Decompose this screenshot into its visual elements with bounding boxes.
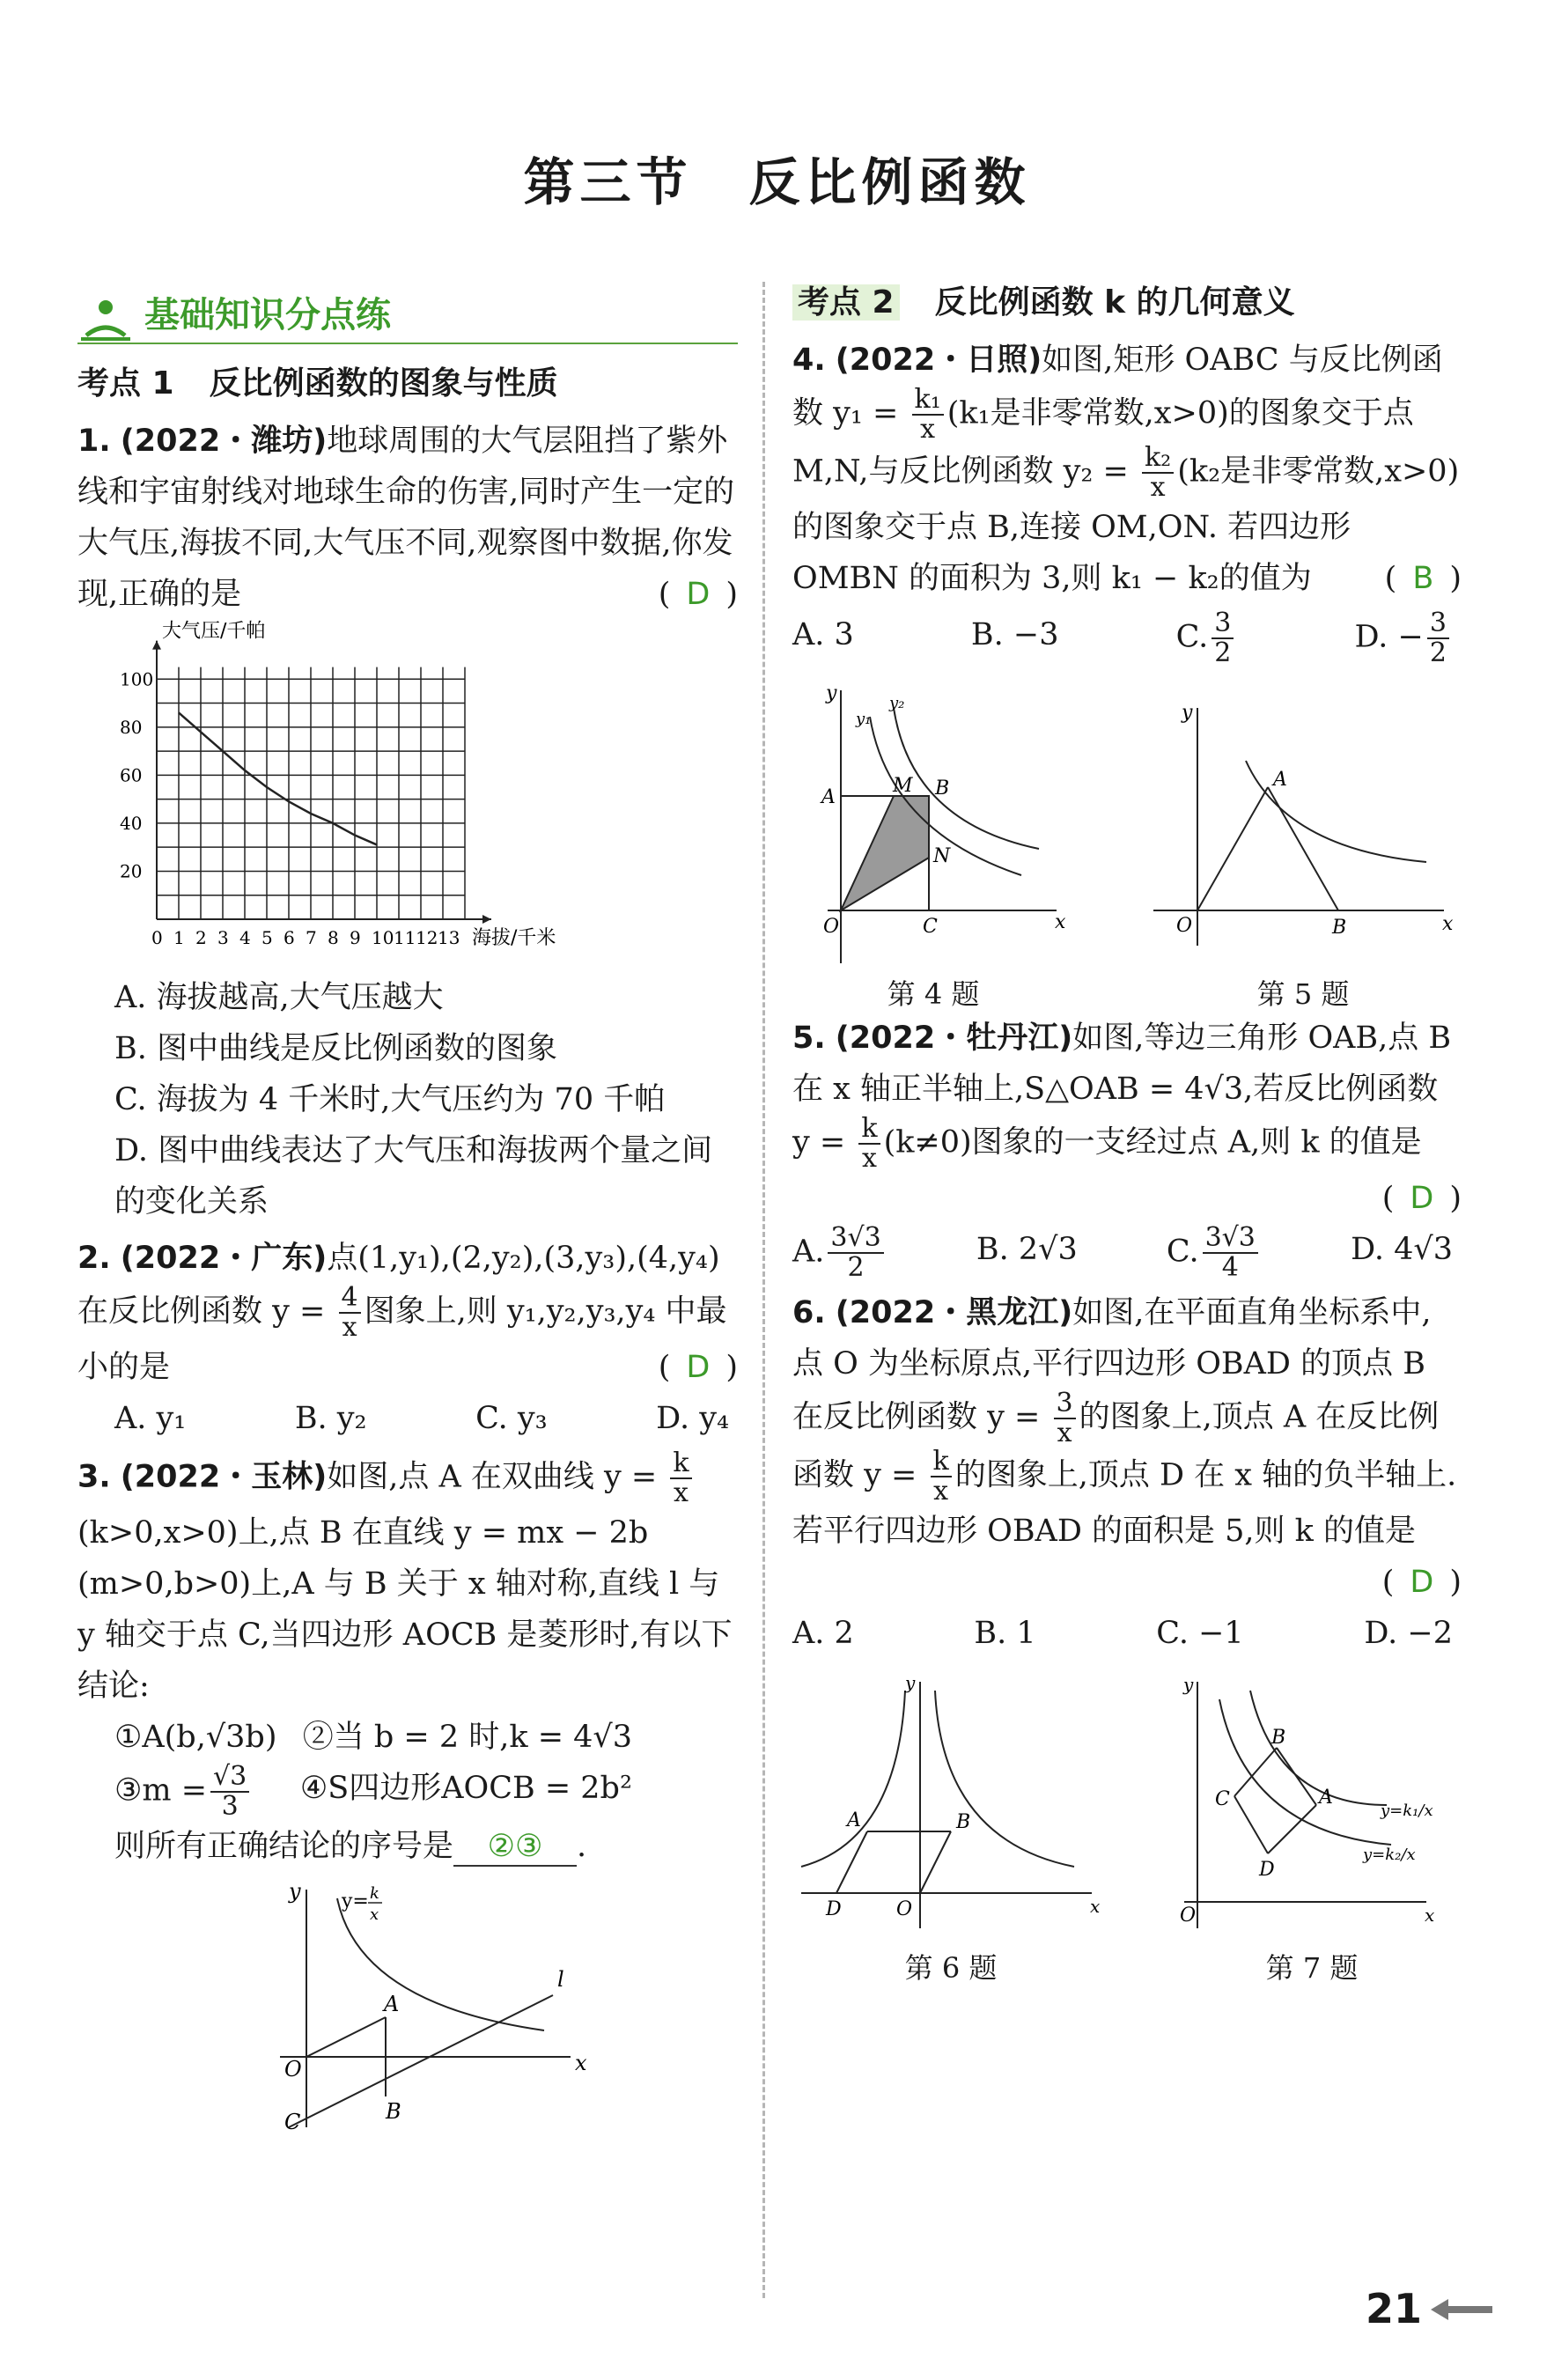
svg-text:A: A [384,1992,400,2016]
x-tick-label: 4 [239,927,251,948]
series-line [179,712,377,844]
svg-text:x: x [1425,1905,1435,1926]
answer: D [686,577,711,612]
x-tick-label: 8 [328,927,339,948]
svg-text:y=k₂/x: y=k₂/x [1363,1846,1416,1864]
conclusion-4: ④S四边形AOCB = 2b² [299,1771,632,1806]
option-d: D. −2 [1364,1616,1453,1651]
svg-text:D: D [826,1898,842,1920]
x-tick-label: 7 [306,927,317,948]
svg-text:O: O [1180,1905,1197,1927]
x-axis-label: 海拔/千米 [472,927,556,949]
answer-bracket: ( D ) [658,1350,738,1385]
svg-text:O: O [896,1898,913,1920]
options [792,1608,1462,1659]
options [77,972,738,1227]
svg-text:x: x [370,1905,379,1924]
conclusions-row-2 [77,1763,738,1821]
option-c: C. $\frac{3}{2}$ [1176,609,1238,667]
y-tick-label: 20 [120,860,143,882]
svg-text:x: x [1055,911,1066,933]
column-divider [762,282,765,2298]
option-b: B. 图中曲线是反比例函数的图象 [114,1031,557,1066]
figure-q7 [1162,1664,1462,1946]
option-a: A. 2 [792,1616,854,1651]
conclusion-2: ②当 b = 2 时,k = 4√3 [302,1720,632,1755]
y-axis-arrow [152,641,161,650]
svg-text:x: x [575,2051,587,2075]
svg-text:N: N [933,845,951,867]
figure-q4 [792,673,1074,972]
option-c: C. $\frac{3√3}{4}$ [1167,1224,1262,1282]
option-c: C. y₃ [475,1401,548,1436]
svg-text:A: A [1319,1787,1333,1809]
svg-text:l: l [557,1967,564,1992]
fraction: $\frac{k}{x}$ [670,1449,691,1507]
svg-text:O: O [823,916,840,938]
option-a: A. 3 [792,617,854,652]
x-tick-label: 3 [217,927,229,948]
figure-caption: 第 6 题 [904,1951,998,1985]
option-a: A. y₁ [114,1401,187,1436]
option-c: C. 海拔为 4 千米时,大气压约为 70 千帕 [114,1082,666,1117]
x-tick-label: 2 [195,927,207,948]
option-b: B. −3 [970,617,1059,652]
left-column [77,277,738,2141]
page-number: 21 [1365,2285,1422,2332]
svg-text:y: y [1182,702,1193,724]
y-axis-label: 大气压/千帕 [162,620,266,643]
svg-text:A: A [821,786,836,808]
svg-text:y: y [826,682,837,704]
question-5: 5. (2022・牡丹江)如图,等边三角形 OAB,点 B 在 x 轴正半轴上,S△OAB = 4√3,若反比例函数 y = $\frac{k}{x}$ (k≠0)图象的一支经过点 A,则 k 的值是 ( D ) A. $\frac{3√3}{2}$ B. 2√3 C. $\frac{3√3}{4}$ D. 4√3 [792,1021,1462,1283]
svg-text:y: y [905,1672,916,1693]
knowledge-point-2: 考点 2 反比例函数 k 的几何意义 [792,277,1462,322]
answer-bracket: ( B ) [1384,561,1462,596]
svg-text:O: O [1176,915,1193,937]
x-tick-label: 5 [261,927,273,948]
figure-caption: 第 7 题 [1265,1951,1359,1985]
svg-text:A: A [1273,769,1287,791]
y-tick-label: 100 [120,668,154,690]
section-header [77,277,738,344]
svg-text:x: x [1090,1896,1101,1917]
question-3: 3. (2022・玉林)如图,点 A 在双曲线 y = $\frac{k}{x}$ (k>0,x>0)上,点 B 在直线 y = mx − 2b (m>0,b>0)上,A 与 B 关于 x 轴对称,直线 l 与 y 轴交于点 C,当四边形 AOCB 是菱形时,有以下结论: ①A(b,√3b) ②当 b = 2 时,k = 4√3 ③m = $\frac{√3}{3}$ ④S四边形AOCB = 2b² 则所有正确结论的序号是 ②③ . y x O A B C l y= k x [77,1449,738,2136]
x-tick-label: 13 [438,927,460,948]
x-tick-label: 10 [372,927,394,948]
right-column [792,277,1462,1986]
figures-6-7 [792,1664,1462,1986]
knowledge-point-1: 考点 1 反比例函数的图象与性质 [77,365,558,402]
option-b: B. 2√3 [976,1232,1078,1267]
x-tick-label: 12 [416,927,438,948]
option-d: D. 图中曲线表达了大气压和海拔两个量之间的变化关系 [114,1133,713,1219]
question-6: 6. (2022・黑龙江)如图,在平面直角坐标系中,点 O 为坐标原点,平行四边形 OBAD 的顶点 B 在反比例函数 y = $\frac{3}{x}$ 的图象上,顶点 A 在反比例函数 y = $\frac{k}{x}$ 的图象上,顶点 D 在 x 轴的负半轴上. 若平行四边形 OBAD 的面积是 5,则 k 的值是 ( D ) A. 2 B. 1 C. −1 D. −2 [792,1287,1462,1659]
answer: D [1410,1181,1434,1216]
svg-text:y: y [289,1879,301,1904]
svg-text:B: B [386,2099,401,2124]
svg-text:B: B [1332,917,1347,939]
options [77,1393,738,1444]
answer: B [1412,561,1434,596]
answer: D [1410,1565,1434,1600]
y-tick-label: 60 [120,764,143,786]
option-b: B. y₂ [294,1401,367,1436]
question-2: 2. (2022・广东)点(1,y₁),(2,y₂),(3,y₃),(4,y₄)在反比例函数 y = $\frac{4}{x}$ 图象上,则 y₁,y₂,y₃,y₄ 中最小的是 ( D ) A. y₁ B. y₂ C. y₃ D. y₄ [77,1233,738,1444]
option-c: C. −1 [1156,1616,1244,1651]
svg-text:y₁: y₁ [856,710,872,728]
y-tick-label: 80 [120,716,143,738]
conclusion-3: ③m = $\frac{√3}{3}$ [114,1763,253,1821]
x-axis-arrow [482,915,491,924]
option-b: B. 1 [974,1616,1036,1651]
option-a: A. 海拔越高,大气压越大 [114,980,444,1015]
answer-bracket: ( D ) [658,577,738,612]
air-pressure-chart [77,620,623,972]
figure-caption: 第 4 题 [887,977,980,1011]
option-d: D. y₄ [656,1401,729,1436]
answer: D [686,1350,711,1385]
svg-text:y: y [1183,1674,1194,1695]
svg-text:y=: y= [342,1890,369,1912]
answer-bracket: ( D ) [1381,1181,1462,1216]
question-4: 4. (2022・日照)如图,矩形 OABC 与反比例函数 y₁ = $\frac{\text{k₁}}{x}$ (k₁是非零常数,x>0)的图象交于点 M,N,与反比例函数 y₂ = $\frac{\text{k₂}}{x}$ (k₂是非零常数,x>0)的图象交于点 B,连接 OM,ON. 若四边形 OMBN 的面积为 3,则 k₁ − k₂的值为 ( B ) A. 3 B. −3 C. $\frac{3}{2}$ D. − $\frac{3}{2}$ [792,343,1462,668]
figure-q3 [254,1872,623,2136]
x-tick-label: 1 [173,927,185,948]
option-d: D. 4√3 [1351,1232,1453,1267]
svg-text:x: x [1442,913,1454,935]
x-tick-label: 11 [394,927,416,948]
y-tick-label: 40 [120,812,143,834]
page-title: 第三节 反比例函数 [523,152,1031,212]
svg-text:B: B [1271,1727,1286,1749]
question-1: 1. (2022・潍坊)地球周围的大气层阻挡了紫外线和宇宙射线对地球生命的伤害,同时产生一定的大气压,海拔不同,大气压不同,观察图中数据,你发现,正确的是 ( D ) 0 1 2 3 4 5 6 7 8 9 10 11 12 13 20 40 60 80 100 大气压/千帕 海拔/千米 A. 海拔越高,大气压越大 B. 图中曲线是反比例函数的图象 C. 海拔为 4 千米时,大气压约为 70 千帕 D. 图中曲线表达了大气压和海拔两个量之间的变化关系 [77,416,738,1227]
x-tick-label: 9 [350,927,361,948]
svg-text:y₂: y₂ [889,694,905,712]
fraction: $\frac{4}{x}$ [339,1284,361,1342]
options [792,1224,1462,1282]
arrow-left-icon [1431,2296,1492,2323]
x-tick-label: 6 [284,927,295,948]
figure-caption: 第 5 题 [1256,977,1350,1011]
answer-bracket: ( D ) [1381,1565,1462,1600]
svg-text:k: k [370,1884,379,1903]
svg-text:y=k₁/x: y=k₁/x [1381,1802,1433,1820]
svg-text:B: B [935,777,950,799]
section-label: 基础知识分点练 [144,295,391,335]
svg-text:C: C [284,2110,301,2134]
svg-text:D: D [1259,1859,1275,1881]
svg-text:O: O [284,2057,302,2082]
svg-text:C: C [1215,1788,1230,1810]
reading-person-icon [77,297,134,343]
conclusions-row-1 [77,1712,738,1763]
options [792,604,1462,667]
figure-q5 [1145,673,1462,972]
x-tick-label: 0 [151,927,163,948]
svg-text:B: B [956,1811,971,1833]
conclusion-1: ①A(b,√3b) [114,1720,277,1755]
option-d: D. − $\frac{3}{2}$ [1354,609,1453,667]
svg-text:M: M [893,775,913,797]
svg-text:A: A [847,1809,861,1831]
answer-blank: ②③ [453,1828,577,1867]
figures-4-5 [792,673,1462,1013]
figure-q6 [792,1664,1109,1946]
option-a: A. $\frac{3√3}{2}$ [792,1224,887,1282]
svg-text:C: C [923,916,938,938]
